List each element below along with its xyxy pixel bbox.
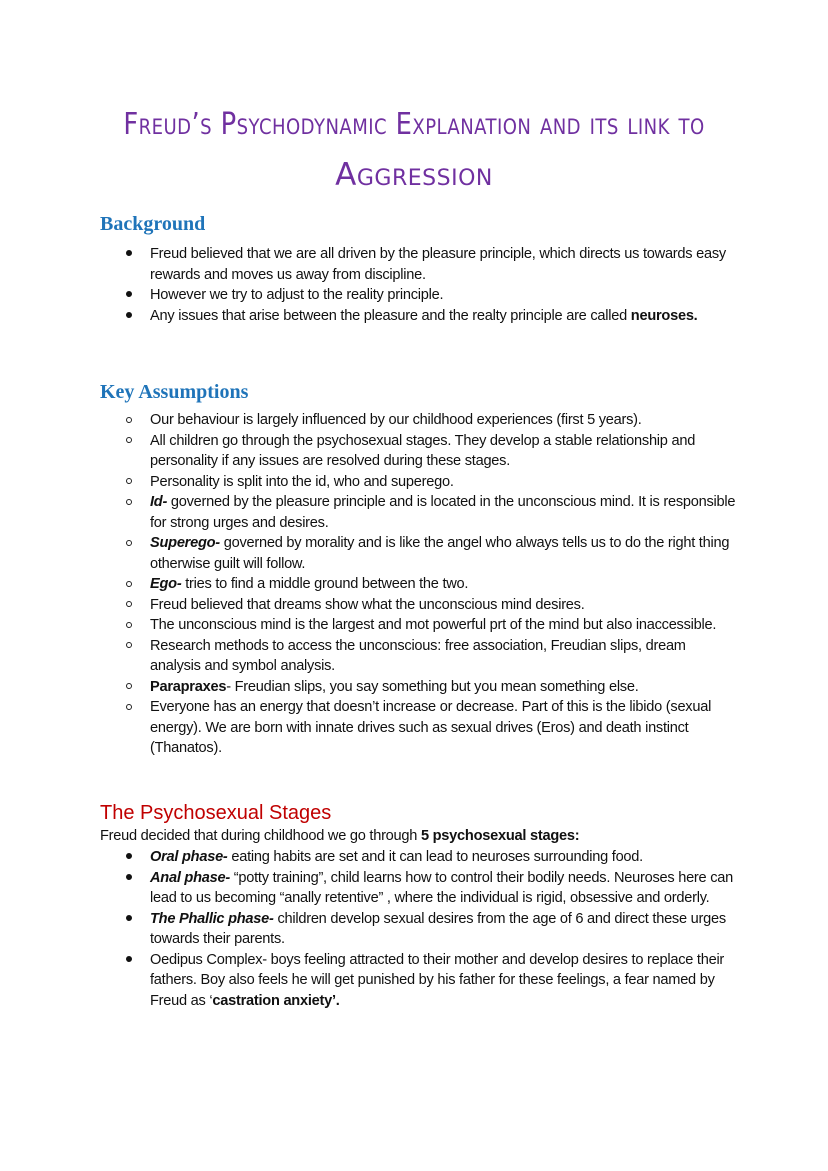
- psychosexual-stages-list: [0, 847, 828, 1011]
- bullet-circle-icon: [124, 533, 134, 554]
- list-item: However we try to adjust to the reality principle.: [0, 285, 828, 306]
- list-item: Freud believed that we are all driven by the pleasure principle, which directs us towards easy rewards and moves us away from discipline.: [0, 244, 828, 285]
- term-superego: Superego-: [150, 535, 220, 551]
- bullet-circle-icon: [124, 492, 134, 513]
- term-anal-phase: Anal phase-: [150, 869, 230, 886]
- list-item: Everyone has an energy that doesn’t increase or decrease. Part of this is the libido (sexual energy). We are born with innate drives such as sexual drives (Eros) and death instinct (Thanatos).: [0, 697, 828, 759]
- list-item: Research methods to access the unconscious: free association, Freudian slips, dream analysis and symbol analysis.: [0, 636, 828, 677]
- bold-term: neuroses.: [630, 307, 698, 324]
- stages-intro: Freud decided that during childhood we go through 5 psychosexual stages:: [100, 828, 580, 844]
- list-item: The unconscious mind is the largest and mot powerful prt of the mind but also inaccessible.: [0, 615, 828, 636]
- page-title-line-2: Aggression: [335, 157, 493, 193]
- bullet-circle-icon: [124, 574, 134, 595]
- bullet-circle-icon: [124, 595, 134, 616]
- bullet-disc-icon: [124, 868, 134, 889]
- list-item: Our behaviour is largely influenced by our childhood experiences (first 5 years).: [0, 410, 828, 431]
- bullet-disc-icon: [124, 306, 134, 327]
- term-parapraxes: Parapraxes: [150, 678, 227, 695]
- bullet-circle-icon: [124, 431, 134, 452]
- list-item: Freud believed that dreams show what the unconscious mind desires.: [0, 595, 828, 616]
- list-item: Ego- tries to find a middle ground between the two.: [0, 574, 828, 595]
- section-heading-key-assumptions: Key Assumptions: [100, 381, 249, 403]
- list-item: Anal phase- “potty training”, child learns how to control their bodily needs. Neuroses here can lead to us becoming “anally retentive” , where the individual is rigid, obsessive and orderly.: [0, 868, 828, 909]
- bold-term: 5 psychosexual stages:: [420, 828, 580, 844]
- page-title-line-1: Freud’s Psychodynamic Explanation and its link to: [123, 107, 705, 142]
- key-assumptions-list: [0, 410, 828, 759]
- background-list: [0, 244, 828, 326]
- bold-term: castration anxiety’.: [212, 992, 340, 1009]
- section-heading-background: Background: [100, 213, 206, 235]
- list-item: Personality is split into the id, who and superego.: [0, 472, 828, 493]
- bullet-circle-icon: [124, 677, 134, 698]
- term-ego: Ego-: [150, 576, 182, 592]
- list-item: Superego- governed by morality and is like the angel who always tells us to do the right thing otherwise guilt will follow.: [0, 533, 828, 574]
- list-item: Any issues that arise between the pleasure and the realty principle are called neuroses.: [0, 306, 828, 327]
- list-item: Oedipus Complex- boys feeling attracted to their mother and develop desires to replace their fathers. Boy also feels he will get punished by his father for these feelings, a fear named by Freud as ‘castration anxiety’.: [0, 950, 828, 1012]
- bullet-disc-icon: [124, 285, 134, 306]
- list-item: The Phallic phase- children develop sexual desires from the age of 6 and direct these urges towards their parents.: [0, 909, 828, 950]
- bullet-disc-icon: [124, 244, 134, 265]
- list-item: Parapraxes- Freudian slips, you say something but you mean something else.: [0, 677, 828, 698]
- bullet-circle-icon: [124, 410, 134, 431]
- bullet-disc-icon: [124, 847, 134, 868]
- section-heading-psychosexual-stages: The Psychosexual Stages: [100, 802, 332, 824]
- list-item: All children go through the psychosexual stages. They develop a stable relationship and personality if any issues are resolved during these stages.: [0, 431, 828, 472]
- term-phallic-phase: The Phallic phase-: [150, 910, 274, 927]
- bullet-circle-icon: [124, 472, 134, 493]
- bullet-circle-icon: [124, 697, 134, 718]
- term-oral-phase: Oral phase-: [150, 849, 228, 865]
- bullet-disc-icon: [124, 950, 134, 971]
- term-id: Id-: [150, 494, 168, 510]
- list-item: Oral phase- eating habits are set and it can lead to neuroses surrounding food.: [0, 847, 828, 868]
- list-item: Id- governed by the pleasure principle and is located in the unconscious mind. It is responsible for strong urges and desires.: [0, 492, 828, 533]
- bullet-circle-icon: [124, 636, 134, 657]
- bullet-disc-icon: [124, 909, 134, 930]
- bullet-circle-icon: [124, 615, 134, 636]
